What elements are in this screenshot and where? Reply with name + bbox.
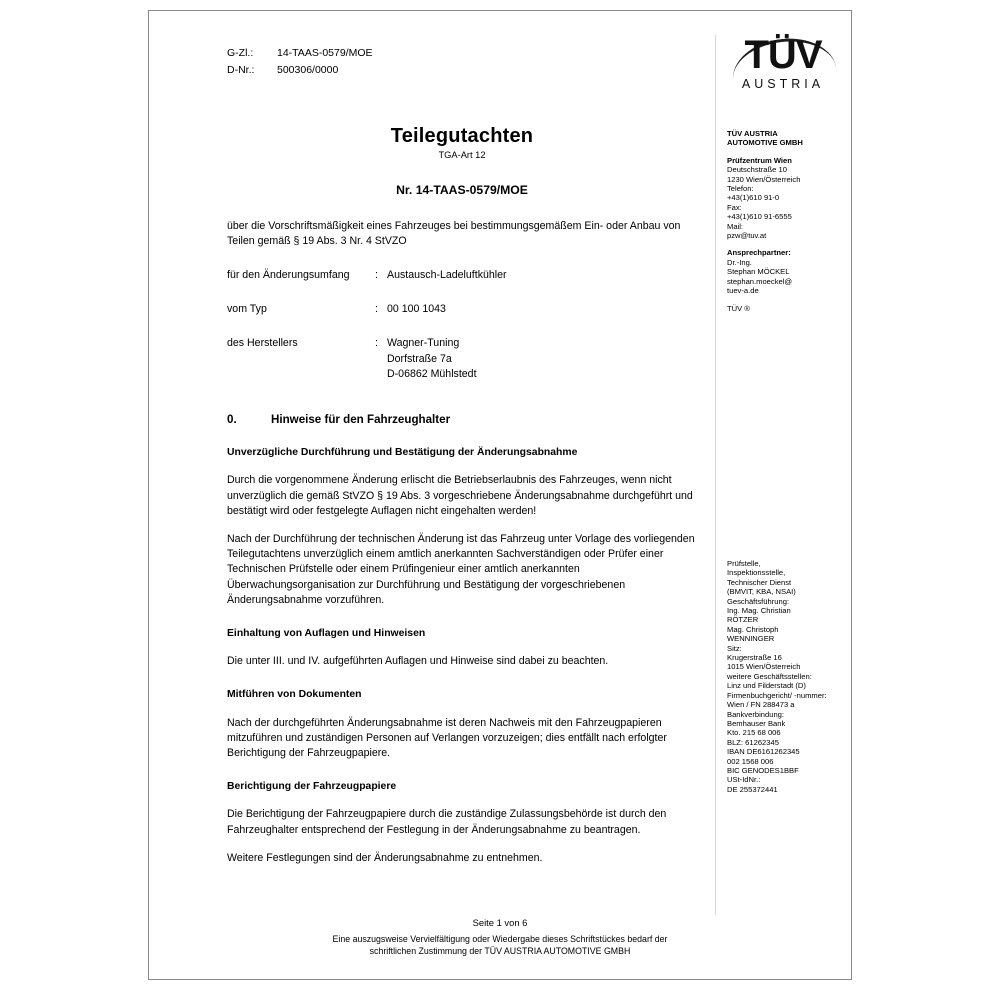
field-hersteller bbox=[227, 336, 697, 382]
sidebar-line: (BMVIT, KBA, NSAI) bbox=[727, 587, 796, 597]
sidebar-company-info bbox=[727, 129, 839, 321]
sidebar-line: Ing. Mag. Christian bbox=[727, 606, 791, 616]
sidebar-company-line2: AUTOMOTIVE GMBH bbox=[727, 138, 803, 148]
paragraph: Nach der durchgeführten Änderungsabnahme ist deren Nachweis mit den Fahrzeugpapieren mitzuführen und zuständigen Personen auf Verlangen vorzuzeigen; dies entfällt nach erfolgter Berichtigung der Fahrzeugpapiere. bbox=[227, 716, 667, 760]
field-value-line: D-06862 Mühlstedt bbox=[387, 367, 477, 380]
page-inner bbox=[149, 11, 851, 979]
subheading-auflagen: Einhaltung von Auflagen und Hinweisen bbox=[227, 628, 426, 640]
sidebar-line: Bemhauser Bank bbox=[727, 718, 786, 728]
header-row-gzl bbox=[227, 45, 373, 62]
sidebar-line: Fax: bbox=[727, 202, 742, 212]
sidebar-legal-info bbox=[727, 559, 839, 794]
sidebar-line: Inspektionsstelle, bbox=[727, 568, 786, 578]
sidebar-line: DE 255372441 bbox=[727, 784, 778, 794]
field-label: des Herstellers bbox=[227, 337, 298, 350]
field-value-line: Austausch-Ladeluftkühler bbox=[387, 269, 507, 282]
page-subtitle: TGA-Art 12 bbox=[438, 150, 486, 161]
sidebar-group-sitz bbox=[727, 644, 839, 672]
field-value bbox=[387, 268, 697, 283]
sidebar-company-name bbox=[727, 129, 839, 148]
page-title: Teilegutachten bbox=[390, 125, 534, 147]
sidebar-group-title: Firmenbuchgericht/ -nummer: bbox=[727, 690, 827, 700]
field-aenderungsumfang bbox=[227, 268, 697, 283]
footer-notice-line1: Eine auszugsweise Vervielfältigung oder Wiedergabe dieses Schriftstückes bedarf der bbox=[332, 934, 668, 944]
sidebar-group-title: Ansprechpartner: bbox=[727, 248, 791, 258]
sidebar-group-ansprechpartner bbox=[727, 248, 839, 295]
header-value-gzl: 14-TAAS-0579/MOE bbox=[277, 47, 373, 59]
page-footer bbox=[149, 916, 851, 957]
sidebar-line: BIC GENODES1BBF bbox=[727, 765, 799, 775]
paragraph: Weitere Festlegungen sind der Änderungsabnahme zu entnehmen. bbox=[227, 851, 543, 864]
logo-wordmark: TÜV bbox=[744, 33, 822, 77]
sidebar-line: Stephan MÖCKEL bbox=[727, 267, 790, 277]
sidebar-trademark: TÜV ® bbox=[727, 303, 750, 313]
sidebar-line: RÖTZER bbox=[727, 615, 759, 625]
sidebar-group-pruefzentrum bbox=[727, 156, 839, 241]
field-value-line: 00 100 1043 bbox=[387, 303, 446, 316]
header-row-dnr bbox=[227, 62, 373, 79]
sidebar-line-email: stephan.moeckel@ bbox=[727, 276, 793, 286]
sidebar-line: Kto. 215 68 006 bbox=[727, 728, 781, 738]
field-value-line: Dorfstraße 7a bbox=[387, 352, 452, 365]
header-value-dnr: 500306/0000 bbox=[277, 64, 339, 76]
sidebar-line-email: tuev-a.de bbox=[727, 286, 759, 296]
sidebar-group-accreditation bbox=[727, 559, 839, 597]
document-body bbox=[227, 125, 697, 866]
header-label-dnr: D-Nr.: bbox=[227, 64, 255, 76]
field-label: für den Änderungsumfang bbox=[227, 269, 350, 282]
header-identifiers bbox=[227, 45, 373, 79]
section-heading-0 bbox=[227, 412, 697, 427]
page-number: Seite 1 von 6 bbox=[472, 917, 528, 928]
sidebar-group-bankverbindung bbox=[727, 710, 839, 776]
document-page bbox=[148, 10, 852, 980]
field-value-line: Wagner-Tuning bbox=[387, 337, 460, 350]
sidebar-line: Wien / FN 288473 a bbox=[727, 700, 795, 710]
sidebar-line: IBAN DE6161262345 bbox=[727, 747, 800, 757]
sidebar-line: Dr.-Ing. bbox=[727, 257, 752, 267]
field-label: vom Typ bbox=[227, 303, 267, 316]
sidebar-group-title: USt-IdNr.: bbox=[727, 775, 761, 785]
paragraph: Die Berichtigung der Fahrzeugpapiere durch die zuständige Zulassungsbehörde ist durch den Fahrzeughalter entsprechend der Festlegung in der Änderungsabnahme zu beantragen. bbox=[227, 808, 667, 836]
footer-notice-line2: schriftlichen Zustimmung der TÜV AUSTRIA AUTOMOTIVE GMBH bbox=[369, 946, 631, 956]
document-number: Nr. 14-TAAS-0579/MOE bbox=[396, 183, 528, 198]
sidebar-group-ustid bbox=[727, 775, 839, 794]
sidebar-line: WENNINGER bbox=[727, 634, 775, 644]
subheading-fahrzeugpapiere: Berichtigung der Fahrzeugpapiere bbox=[227, 781, 397, 793]
sidebar-line-email: pzw@tuv.at bbox=[727, 231, 767, 241]
logo-subtitle: AUSTRIA bbox=[741, 77, 825, 91]
sidebar-company-line1: TÜV AUSTRIA bbox=[727, 129, 778, 138]
field-separator: : bbox=[375, 269, 378, 282]
sidebar-line: Telefon: bbox=[727, 184, 754, 194]
field-typ bbox=[227, 302, 697, 317]
sidebar-group-title: Bankverbindung: bbox=[727, 709, 784, 719]
sidebar-line: BLZ: 61262345 bbox=[727, 737, 779, 747]
sidebar-group-geschaeftsfuehrung bbox=[727, 597, 839, 644]
sidebar-line: 002 1568 006 bbox=[727, 756, 774, 766]
subheading-abnahme: Unverzügliche Durchführung und Bestätigung der Änderungsabnahme bbox=[227, 447, 578, 459]
sidebar-line: Technischer Dienst bbox=[727, 577, 792, 587]
sidebar-group-firmenbuch bbox=[727, 691, 839, 710]
field-separator: : bbox=[375, 303, 378, 316]
sidebar-group-geschaeftsstellen bbox=[727, 672, 839, 691]
sidebar-line: Krugerstraße 16 bbox=[727, 653, 782, 663]
sidebar-line: +43(1)610 91-0 bbox=[727, 193, 780, 203]
subheading-dokumente: Mitführen von Dokumenten bbox=[227, 689, 362, 701]
paragraph: Durch die vorgenommene Änderung erlischt die Betriebserlaubnis des Fahrzeuges, wenn nicht unverzüglich die gemäß StVZO § 19 Abs. 3 vorgeschriebene Änderungsabnahme durchgeführt und bestätigt wird oder festgelegte Auflagen nicht eingehalten werden! bbox=[227, 474, 693, 517]
tuv-austria-logo bbox=[727, 35, 839, 91]
sidebar-line: Deutschstraße 10 bbox=[727, 165, 787, 175]
field-value bbox=[387, 336, 697, 382]
field-separator: : bbox=[375, 337, 378, 350]
section-number: 0. bbox=[227, 413, 237, 427]
sidebar-line: Linz und Filderstadt (D) bbox=[727, 681, 806, 691]
sidebar-line: 1230 Wien/Österreich bbox=[727, 174, 801, 184]
intro-paragraph: über die Vorschriftsmäßigkeit eines Fahrzeuges bei bestimmungsgemäßem Ein- oder Anbau von Teilen gemäß § 19 Abs. 3 Nr. 4 StVZO bbox=[227, 219, 681, 247]
sidebar-line: Mail: bbox=[727, 221, 744, 231]
column-divider bbox=[715, 35, 716, 915]
sidebar-group-title: weitere Geschäftsstellen: bbox=[727, 671, 812, 681]
section-title: Hinweise für den Fahrzeughalter bbox=[271, 413, 451, 427]
sidebar-line: +43(1)610 91-6555 bbox=[727, 212, 792, 222]
paragraph: Nach der Durchführung der technischen Änderung ist das Fahrzeug unter Vorlage des vorliegenden Teilegutachtens unverzüglich einem amtlich anerkannten Sachverständigen oder Prüfer einer Technischen Prüfstelle oder einem Prüfingenieur einer amtlich anerkannten Überwachungsorganisation zur Durchführung und Bestätigung der vorgeschriebenen Änderungsabnahme vorzuführen. bbox=[227, 533, 695, 606]
sidebar-line: Mag. Christoph bbox=[727, 624, 779, 634]
header-label-gzl: G-Zl.: bbox=[227, 47, 254, 59]
sidebar-line: 1015 Wien/Österreich bbox=[727, 662, 801, 672]
sidebar-line: Prüfstelle, bbox=[727, 559, 761, 568]
sidebar-group-title: Sitz: bbox=[727, 643, 742, 653]
sidebar-group-title: Geschäftsführung: bbox=[727, 596, 790, 606]
paragraph: Die unter III. und IV. aufgeführten Auflagen und Hinweise sind dabei zu beachten. bbox=[227, 655, 609, 668]
sidebar-group-title: Prüfzentrum Wien bbox=[727, 155, 792, 165]
field-value bbox=[387, 302, 697, 317]
